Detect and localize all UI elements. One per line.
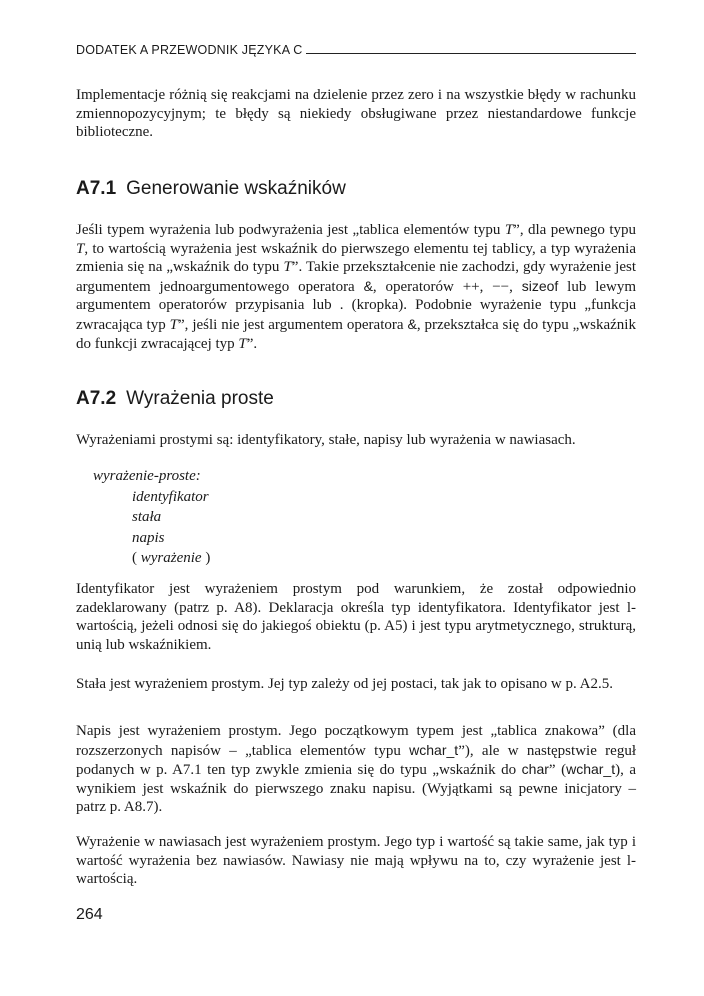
running-header-title: DODATEK A PRZEWODNIK JĘZYKA C bbox=[76, 43, 303, 57]
intro-paragraph: Implementacje różnią się reakcjami na dzielenie przez zero i na wszystkie błędy w rachunku zmiennopozycyjnym; te błędy są niekiedy obsługiwane przez niestandardowe funkcje biblioteczne. bbox=[76, 87, 636, 141]
char-type: char bbox=[521, 761, 549, 778]
string-paragraph: Napis jest wyrażeniem prostym. Jego początkowym typem jest „tablica znakowa” (dla rozszerzonych napisów – „tablica elementów typu wchar_t”), ale w następstwie reguł podanych w p. A7.1 ten typ zwykle zmienia się do typu „wskaźnik do char” (wchar_t), a wynikiem jest wskaźnik do pierwszego znaku napisu. (Wyjątkami są pewne inicjatory – patrz p. A8.7). bbox=[76, 723, 637, 816]
grammar-item: stała bbox=[132, 509, 162, 525]
section-title: Wyrażenia proste bbox=[126, 388, 274, 409]
increment-operator: ++ bbox=[462, 278, 480, 295]
ampersand-operator: & bbox=[407, 315, 417, 332]
section-heading-a7-1 bbox=[76, 178, 346, 200]
pointer-generation-paragraph: Jeśli typem wyrażenia lub podwyrażenia jest „tablica elementów typu T”, dla pewnego typu T, to wartością wyrażenia jest wskaźnik do pierwszego elementu tej tablicy, a typ wyrażenia zmienia się na „wskaźnik do typu T”. Takie przekształcenie nie zachodzi, gdy wyrażenie jest argumentem jednoargumentowego operatora &, operatorów ++, −−, sizeof lub lewym argumentem operatorów przypisania lub . (kropka). Podobnie wyrażenie typu „funkcja zwracająca typ T”, jeśli nie jest argumentem operatora &, przekształca się do typu „wskaźnik do funkcji zwracającej typ T”. bbox=[76, 222, 637, 352]
constant-paragraph: Stała jest wyrażeniem prostym. Jej typ zależy od jej postaci, tak jak to opisano w p. A2.5. bbox=[76, 676, 613, 692]
decrement-operator: −− bbox=[492, 278, 510, 295]
primary-expressions-intro: Wyrażeniami prostymi są: identyfikatory, stałe, napisy lub wyrażenia w nawiasach. bbox=[76, 432, 576, 448]
sizeof-keyword: sizeof bbox=[521, 277, 559, 294]
grammar-head: wyrażenie-proste: bbox=[93, 468, 201, 484]
section-number: A7.1 bbox=[76, 178, 117, 199]
grammar-item-parenthesized: ( wyrażenie ) bbox=[132, 550, 211, 566]
wchar-type: wchar_t bbox=[566, 761, 616, 778]
grammar-item: napis bbox=[132, 529, 165, 546]
section-heading-a7-2 bbox=[76, 388, 274, 410]
grammar-block bbox=[93, 466, 210, 569]
section-number: A7.2 bbox=[76, 388, 117, 409]
section-title: Generowanie wskaźników bbox=[126, 178, 346, 199]
parenthesized-paragraph: Wyrażenie w nawiasach jest wyrażeniem prostym. Jego typ i wartość są takie same, jak typ i wartość wyrażenia bez nawiasów. Nawiasy nie mają wpływu na to, czy wyrażenie jest l-wartością. bbox=[76, 834, 636, 888]
identifier-paragraph: Identyfikator jest wyrażeniem prostym pod warunkiem, że został odpowiednio zadeklarowany (patrz p. A8). Deklaracja określa typ identyfikatora. Identyfikator jest l-wartością, jeżeli odnosi się do jakiegoś obiektu (p. A5) i jest typu arytmetycznego, strukturą, unią lub wskaźnikiem. bbox=[76, 581, 636, 653]
header-rule bbox=[306, 53, 636, 54]
grammar-item: identyfikator bbox=[132, 488, 209, 505]
ampersand-operator: & bbox=[363, 277, 373, 294]
running-header bbox=[76, 43, 636, 57]
wchar-type: wchar_t bbox=[409, 741, 459, 758]
page-number: 264 bbox=[76, 906, 103, 923]
